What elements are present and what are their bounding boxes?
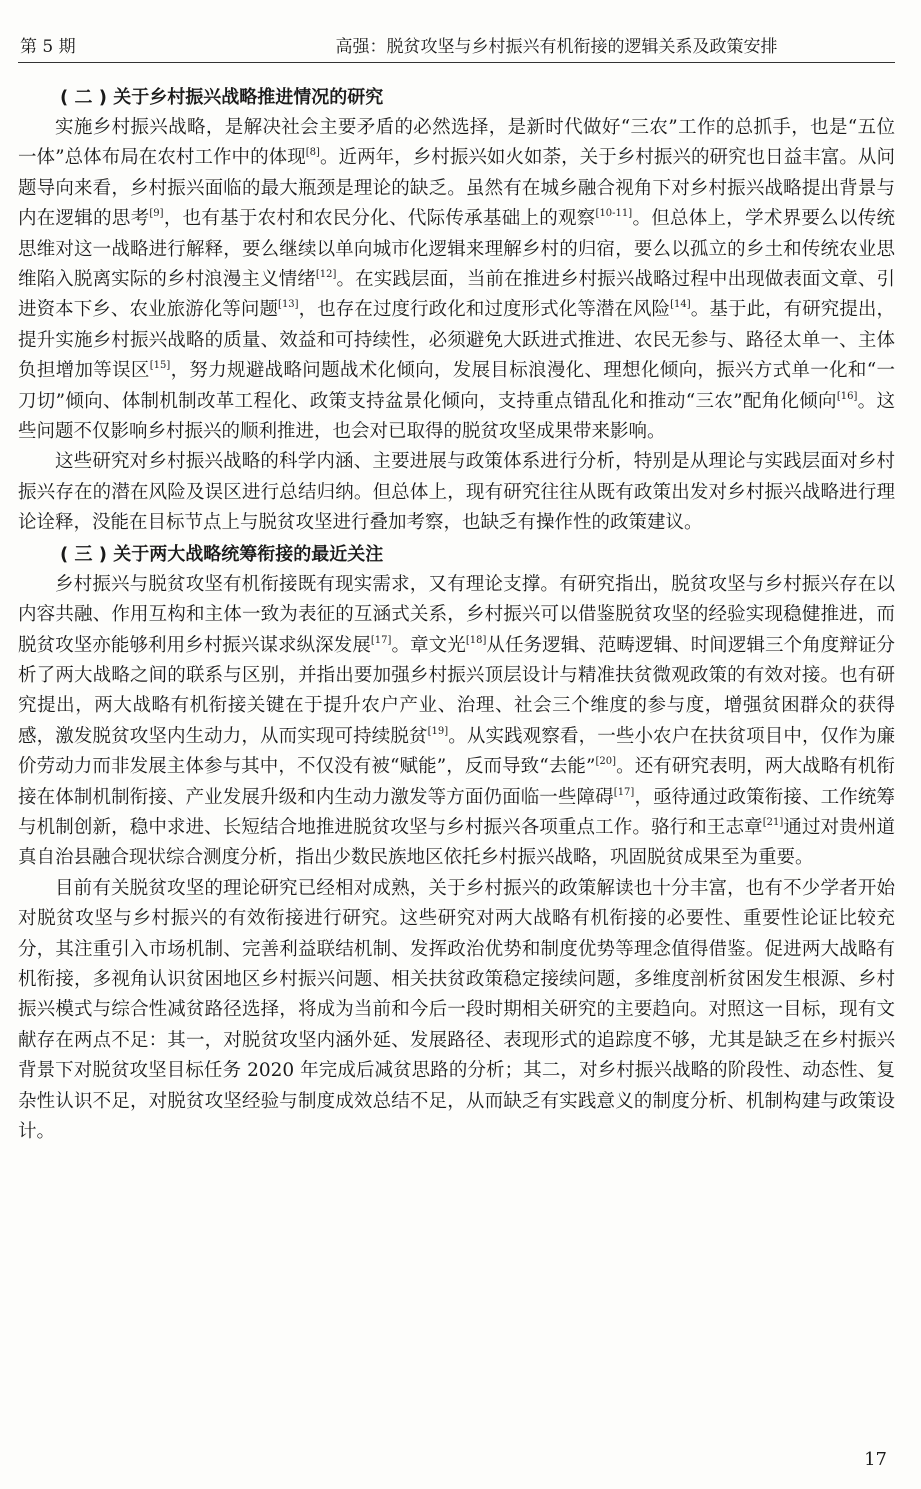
text-run: ，也有基于农村和农民分化、代际传承基础上的观察 [163,208,596,230]
text-run: 。章文光 [391,634,466,656]
text-run: 。还有研究表明，两大战略有机衔接在体制机制衔接、产业发展升级和内生动力激发等方面仍面临一些障碍 [18,756,895,808]
text-run: 实施乡村振兴战略，是解决社会主要矛盾的必然选择，是新时代做好“三农”工作的总抓手，也是“五位一体”总体布局在农村工作中的体现 [18,117,895,169]
citation-ref: [20] [595,756,617,768]
section-heading: ( 三 ) 关于两大战略统筹衔接的最近关注 [60,543,384,565]
citation-ref: [13] [278,299,299,311]
text-run: 。但总体上，学术界要么以传统思维对这一战略进行解释，要么继续以单向城市化逻辑来理解乡村的归宿，要么以孤立的乡土和传统农业思维陷入脱离实际的乡村浪漫主义情绪 [18,208,895,291]
citation-ref: [12] [315,269,337,281]
citation-ref: [17] [613,786,635,798]
text-run: 。从实践观察看，一些小农户在扶贫项目中，仅作为廉价劳动力而非发展主体参与其中，不仅没有被“赋能”，反而导致“去能” [18,725,895,778]
citation-ref: [14] [670,299,691,311]
text-run: 。近两年，乡村振兴如火如荼，关于乡村振兴的研究也日益丰富。从问题导向来看，乡村振兴面临的最大瓶颈是理论的缺乏。虽然有在城乡融合视角下对乡村振兴战略提出背景与内在逻辑的思考 [18,147,895,230]
text-run: 。在实践层面，当前在推进乡村振兴战略过程中出现做表面文章、引进资本下乡、农业旅游化等问题 [18,269,895,321]
citation-ref: [18] [465,634,487,646]
page-number: 17 [864,1449,887,1470]
section-heading: ( 二 ) 关于乡村振兴战略推进情况的研究 [60,87,384,108]
text-run: 通过对贵州道真自治县融合现状综合测度分析，指出少数民族地区依托乡村振兴战略，巩固脱贫成果至为重要。 [18,816,895,869]
citation-ref: [17] [370,634,392,646]
running-title: 高强：脱贫攻坚与乡村振兴有机衔接的逻辑关系及政策安排 [335,37,778,57]
text-run: 从任务逻辑、范畴逻辑、时间逻辑三个角度辩证分析了两大战略之间的联系与区别，并指出要加强乡村振兴顶层设计与精准扶贫微观政策的有效对接。也有研究提出，两大战略有机衔接关键在于提升农户产业、治理、社会三个维度的参与度，增强贫困群众的获得感，激发脱贫攻坚内生动力，从而实现可持续脱贫 [18,634,895,747]
text-run: ，努力规避战略问题战术化倾向，发展目标浪漫化、理想化倾向，振兴方式单一化和“一刀切”倾向、体制机制改革工程化、政策支持盆景化倾向，支持重点错乱化和推动“三农”配角化倾向 [18,360,895,412]
citation-ref: [19] [427,725,449,737]
text-run: 。基于此，有研究提出，提升实施乡村振兴战略的质量、效益和可持续性，必须避免大跃进式推进、农民无参与、路径太单一、主体负担增加等误区 [18,299,895,382]
text-run: 。这些问题不仅影响乡村振兴的顺利推进，也会对已取得的脱贫攻坚成果带来影响。 [18,390,895,443]
citation-ref: [8] [305,147,320,159]
paragraph [18,874,895,1148]
text-run: 目前有关脱贫攻坚的理论研究已经相对成熟，关于乡村振兴的政策解读也十分丰富，也有不少学者开始对脱贫攻坚与乡村振兴的有效衔接进行研究。这些研究对两大战略有机衔接的必要性、重要性论证比较充分，其注重引入市场机制、完善利益联结机制、发挥政治优势和制度优势等理念值得借鉴。促进两大战略有机衔接，多视角认识贫困地区乡村振兴问题、相关扶贫政策稳定接续问题，多维度剖析贫困发生根源、乡村振兴模式与综合性减贫路径选择，将成为当前和今后一段时期相关研究的主要趋向。对照这一目标，现有文献存在两点不足：其一，对脱贫攻坚内涵外延、发展路径、表现形式的追踪度不够，尤其是缺乏在乡村振兴背景下对脱贫攻坚目标任务 2020 年完成后减贫思路的分析；其二，对乡村振兴战略的阶段性、动态性、复杂性认识不足，对脱贫攻坚经验与制度成效总结不足，从而缺乏有实践意义的制度分析、机制构建与政策设计。 [18,877,895,1142]
article-body [18,82,895,1147]
citation-ref: [21] [762,816,784,828]
page-header [18,32,895,63]
paragraph [18,447,895,538]
text-run: 这些研究对乡村振兴战略的科学内涵、主要进展与政策体系进行分析，特别是从理论与实践层面对乡村振兴存在的潜在风险及误区进行总结归纳。但总体上，现有研究往往从既有政策出发对乡村振兴战略进行理论诠释，没能在目标节点上与脱贫攻坚进行叠加考察，也缺乏有操作性的政策建议。 [18,451,895,534]
paragraph [18,570,895,874]
text-run: 乡村振兴与脱贫攻坚有机衔接既有现实需求，又有理论支撑。有研究指出，脱贫攻坚与乡村振兴存在以内容共融、作用互构和主体一致为表征的互涵式关系，乡村振兴可以借鉴脱贫攻坚的经验实现稳健推进，而脱贫攻坚亦能够利用乡村振兴谋求纵深发展 [18,573,895,656]
paragraph [18,113,895,447]
text-run: ，也存在过度行政化和过度形式化等潜在风险 [298,299,671,321]
citation-ref: [10-11] [595,208,633,220]
issue-number: 第 5 期 [20,37,76,57]
citation-ref: [15] [149,360,171,372]
citation-ref: [9] [149,208,164,220]
text-run: ，亟待通过政策衔接、工作统筹与机制创新，稳中求进、长短结合地推进脱贫攻坚与乡村振兴各项重点工作。骆行和王志章 [18,786,895,838]
citation-ref: [16] [836,390,858,402]
